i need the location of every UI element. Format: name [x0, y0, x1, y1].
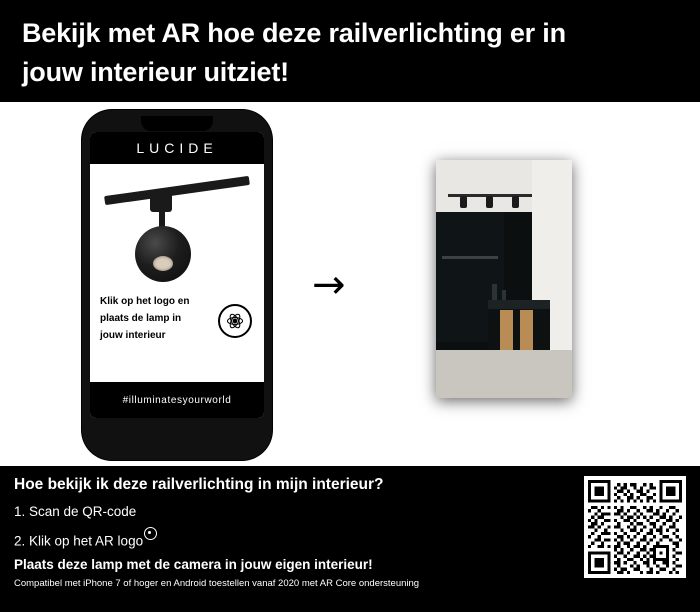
photo-floor: [436, 350, 572, 398]
photo-counter: [488, 300, 550, 309]
arrow-right-icon: →: [312, 262, 346, 309]
lamp-head-shape: [135, 226, 191, 282]
app-header-bar: [90, 132, 264, 164]
track-rail-shape: [104, 176, 250, 205]
photo-cabinet-line: [442, 256, 498, 259]
photo-spot-3: [512, 196, 519, 208]
phone-mockup: [82, 110, 272, 460]
footer-step-1: 1. Scan de QR-code: [14, 504, 137, 520]
caption-line-2: plaats de lamp in: [100, 313, 182, 325]
footer-title: Hoe bekijk ik deze railverlichting in mijn interieur?: [14, 476, 384, 494]
footer-highlight: Plaats deze lamp met de camera in jouw eigen interieur!: [14, 556, 373, 572]
phone-notch: [141, 116, 213, 131]
lamp-lens-shape: [153, 256, 173, 271]
footer-step-2: 2. Klik op het AR logo: [14, 533, 144, 549]
ar-logo-inline-icon: [144, 527, 157, 540]
photo-decor-2: [502, 290, 506, 300]
interior-photo: [436, 160, 572, 398]
lucide-logo: LUCIDE: [136, 140, 218, 157]
product-preview: [90, 164, 264, 354]
caption-line-1: Klik op het logo en: [100, 296, 190, 308]
ar-target-icon[interactable]: [218, 304, 252, 338]
photo-spot-2: [486, 196, 493, 208]
photo-decor-1: [492, 284, 497, 300]
photo-spot-1: [460, 196, 467, 208]
app-footer-bar: [90, 382, 264, 418]
footer: [0, 466, 700, 604]
header: [0, 0, 700, 102]
footer-fineprint: Compatibel met iPhone 7 of hoger en Android toestellen vanaf 2020 met AR Core ondersteuning: [14, 577, 420, 589]
caption-line-3: jouw interieur: [100, 330, 166, 342]
track-adapter-shape: [150, 192, 172, 212]
phone-screen: [90, 132, 264, 418]
header-title-line-1: Bekijk met AR hoe deze railverlichting er in: [22, 18, 566, 48]
header-title-line-2: jouw interieur uitziet!: [22, 57, 289, 88]
illustration-stage: [0, 102, 700, 466]
photo-island: [488, 309, 550, 352]
qr-code[interactable]: [584, 476, 686, 578]
screen-caption: [100, 293, 210, 344]
hashtag-label: #illuminatesyourworld: [122, 394, 232, 406]
